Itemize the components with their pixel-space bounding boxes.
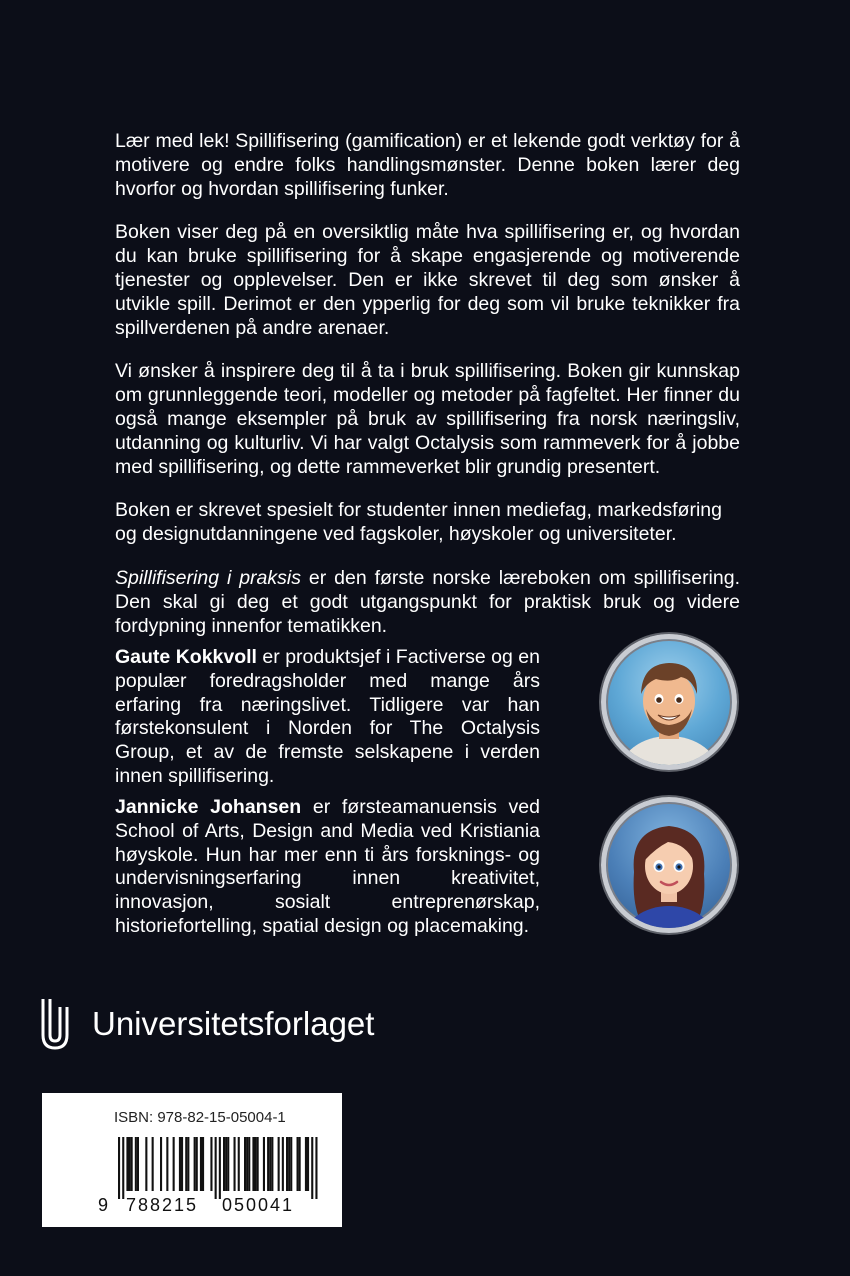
barcode-bar bbox=[137, 1137, 139, 1191]
barcode-bar bbox=[255, 1137, 257, 1191]
barcode-bar bbox=[173, 1137, 175, 1191]
barcode-bar bbox=[126, 1137, 128, 1191]
barcode-digits-right: 050041 bbox=[222, 1195, 295, 1215]
author-portrait-2 bbox=[601, 797, 737, 933]
barcode-bar bbox=[135, 1137, 137, 1191]
author-portrait-1 bbox=[601, 634, 737, 770]
barcode-bar bbox=[257, 1137, 259, 1191]
isbn-label: ISBN: 978-82-15-05004-1 bbox=[114, 1109, 286, 1126]
barcode-bar bbox=[311, 1137, 313, 1199]
barcode-bar bbox=[263, 1137, 265, 1191]
barcode-bar bbox=[288, 1137, 290, 1191]
barcode-bar bbox=[219, 1137, 221, 1199]
barcode-bar bbox=[271, 1137, 273, 1191]
barcode-bar bbox=[122, 1137, 124, 1199]
barcode-bar bbox=[278, 1137, 280, 1191]
barcode-bar bbox=[202, 1137, 204, 1191]
barcode-bar bbox=[166, 1137, 168, 1191]
barcode-bar bbox=[290, 1137, 292, 1191]
barcode-bar bbox=[267, 1137, 269, 1191]
barcode-bar bbox=[225, 1137, 227, 1191]
barcode-bar bbox=[307, 1137, 309, 1191]
barcode-bar bbox=[315, 1137, 317, 1199]
author-bio-2 bbox=[115, 796, 540, 939]
female-portrait-illustration bbox=[606, 802, 732, 928]
barcode-bar bbox=[196, 1137, 198, 1191]
barcode-bar bbox=[238, 1137, 240, 1191]
blurb-paragraph-4: Boken er skrevet spesielt for studenter innen mediefag, markedsføring og designutdanningene ved fagskoler, høyskoler og universiteter. bbox=[115, 499, 722, 546]
barcode-bar bbox=[194, 1137, 196, 1191]
barcode-bar bbox=[145, 1137, 147, 1191]
author-bio-1 bbox=[115, 646, 540, 789]
barcode-bar bbox=[286, 1137, 288, 1191]
barcode-digit-first: 9 bbox=[98, 1195, 109, 1215]
barcode-graphic bbox=[110, 1137, 322, 1199]
blurb-paragraph-5-text: er den første norske læreboken om spillifisering. Den skal gi deg et godt utgangspunkt for praktisk bruk og videre fordypning innenfor tematikken. bbox=[115, 566, 741, 637]
barcode-bar bbox=[282, 1137, 284, 1191]
barcode-bar bbox=[234, 1137, 236, 1191]
barcode-digits-left: 788215 bbox=[126, 1195, 199, 1215]
barcode-bar bbox=[305, 1137, 307, 1191]
barcode-bar bbox=[297, 1137, 299, 1191]
barcode-bar bbox=[246, 1137, 248, 1191]
male-portrait-illustration bbox=[606, 639, 732, 765]
barcode-bar bbox=[200, 1137, 202, 1191]
barcode-bar bbox=[179, 1137, 181, 1191]
author-name-1: Gaute Kokkvoll bbox=[115, 646, 257, 668]
barcode-bar bbox=[269, 1137, 271, 1191]
blurb-paragraph-3: Vi ønsker å inspirere deg til å ta i bruk spillifisering. Boken gir kunnskap om grunnleggende teori, modeller og metoder på fagfeltet. Her finner du også mange eksempler på bruk av spillifisering fra norsk næringsliv, utdanning og kulturliv. Vi har valgt Octalysis som rammeverk for å jobbe med spillifisering, og dette rammeverket blir grundig presentert. bbox=[115, 360, 740, 478]
author-bio-text-1: er produktsjef i Factiverse og en populær foredragsholder med mange års erfaring fra næringslivet. Tidligere var han førstekonsulent i Norden for The Octalysis Group, et av de fremste selskapene i verden innen spillifisering. bbox=[115, 646, 540, 787]
barcode-bar bbox=[299, 1137, 301, 1191]
publisher-brand bbox=[40, 996, 374, 1052]
author-bio-text-2: er førsteamanuensis ved School of Arts, Design and Media ved Kristiania høyskole. Hun har mer enn ti års forsknings- og undervisningserfaring innen kreativitet, innovasjon, sosialt entreprenørskap, historiefortelling, spatial design og placemaking. bbox=[115, 796, 540, 937]
author-name-2: Jannicke Johansen bbox=[115, 796, 302, 818]
barcode-bar bbox=[185, 1137, 187, 1191]
barcode-bar bbox=[248, 1137, 250, 1191]
barcode-bar bbox=[187, 1137, 189, 1191]
blurb-paragraph-1: Lær med lek! Spillifisering (gamification) er et lekende godt verktøy for å motivere og endre folks handlingsmønster. Denne boken lærer deg hvorfor og hvordan spillifisering funker. bbox=[115, 130, 740, 200]
blurb-paragraph-2: Boken viser deg på en oversiktlig måte hva spillifisering er, og hvordan du kan bruke spillifisering for å skape engasjerende og motiverende tjenester og opplevelser. Den er ikke skrevet til deg som ønsker å utvikle spill. Derimot er den ypperlig for deg som vil bruke teknikker fra spillverdenen på andre arenaer. bbox=[115, 221, 740, 339]
book-title-italic: Spillifisering i praksis bbox=[115, 566, 301, 589]
barcode-bar bbox=[215, 1137, 217, 1199]
barcode-bar bbox=[181, 1137, 183, 1191]
blurb-paragraph-5 bbox=[115, 567, 740, 638]
barcode-bar bbox=[152, 1137, 154, 1191]
barcode-bar bbox=[160, 1137, 162, 1191]
barcode-bar bbox=[252, 1137, 254, 1191]
barcode-bar bbox=[129, 1137, 131, 1191]
barcode-bar bbox=[244, 1137, 246, 1191]
barcode-bar bbox=[227, 1137, 229, 1191]
barcode-bar bbox=[131, 1137, 133, 1191]
back-cover-blurb bbox=[115, 130, 740, 658]
publisher-logo-icon bbox=[40, 997, 70, 1051]
barcode-bar bbox=[118, 1137, 120, 1199]
barcode-bar bbox=[210, 1137, 212, 1191]
publisher-name: Universitetsforlaget bbox=[92, 1005, 375, 1042]
barcode-bar bbox=[223, 1137, 225, 1191]
isbn-barcode-panel bbox=[42, 1093, 342, 1227]
